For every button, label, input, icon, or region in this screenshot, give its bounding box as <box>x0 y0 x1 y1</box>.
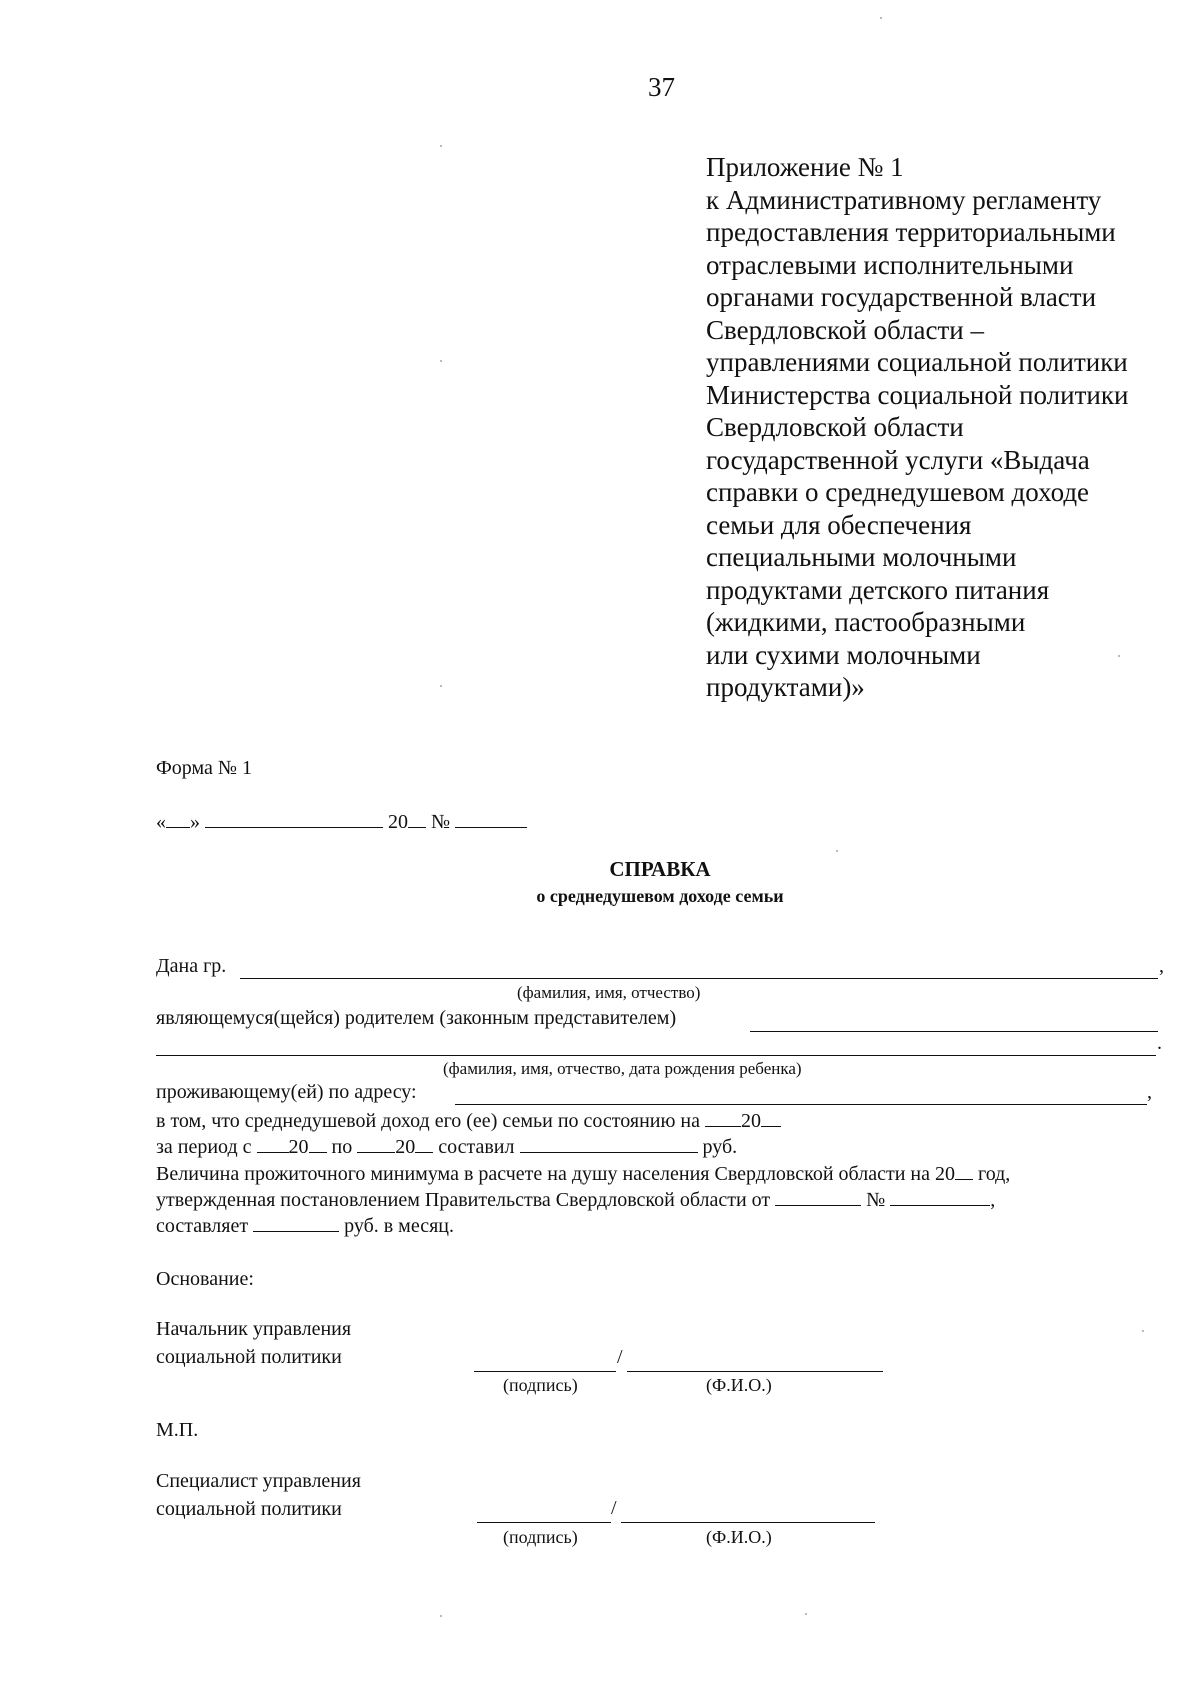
given-to-label: Дана гр. <box>156 955 227 977</box>
appendix-header <box>706 151 1176 704</box>
scan-speck <box>440 145 442 147</box>
comma: , <box>1147 1081 1152 1103</box>
number-sign: № <box>431 811 451 833</box>
decree-date-field[interactable] <box>775 1187 861 1206</box>
given-to-field[interactable] <box>240 978 1158 979</box>
number-field[interactable] <box>455 809 527 828</box>
appendix-line: к Административному регламенту <box>706 184 1102 215</box>
address-field[interactable] <box>455 1104 1147 1105</box>
subsistence-line-3 <box>156 1213 454 1238</box>
document-title: СПРАВКА <box>609 857 711 881</box>
year-field[interactable] <box>408 809 426 828</box>
period-to-label: по <box>331 1136 353 1158</box>
income-line <box>156 1108 781 1133</box>
decree-text: утвержденная постановлением Правительства Свердловской области от <box>156 1189 771 1211</box>
rub-label: руб. <box>702 1136 738 1158</box>
head-title-1: Начальник управления <box>156 1318 352 1340</box>
amount-field[interactable] <box>520 1134 698 1153</box>
period-to-year-field[interactable] <box>415 1134 433 1153</box>
appendix-line: Министерства социальной политики <box>706 379 1129 410</box>
slash: / <box>617 1346 623 1368</box>
period-from-label: за период с <box>156 1136 252 1158</box>
slash: / <box>611 1497 617 1519</box>
signature-hint: (подпись) <box>503 1527 578 1547</box>
scan-speck <box>880 17 882 19</box>
appendix-line: справки о среднедушевом доходе <box>706 477 1090 507</box>
parent-label: являющемуся(щейся) родителем (законным представителем) <box>156 1007 677 1029</box>
appendix-line: органами государственной власти <box>706 282 1097 312</box>
period-line <box>156 1134 737 1159</box>
year-prefix: 20 <box>288 1136 309 1158</box>
decree-number-field[interactable] <box>890 1187 990 1206</box>
amount-label: составляет <box>156 1215 249 1237</box>
subsistence-year-field[interactable] <box>955 1161 973 1180</box>
specialist-signature-field[interactable] <box>477 1522 611 1523</box>
year-prefix: 20 <box>395 1136 416 1158</box>
stamp-label: М.П. <box>156 1419 199 1441</box>
appendix-line: Приложение № 1 <box>706 152 904 182</box>
scan-speck <box>1142 1330 1144 1332</box>
scan-speck <box>1118 655 1120 657</box>
appendix-line: Свердловской области <box>706 412 964 442</box>
head-name-field[interactable] <box>627 1371 883 1372</box>
head-signature-field[interactable] <box>474 1371 616 1372</box>
specialist-title-2: социальной политики <box>156 1498 342 1520</box>
address-label: проживающему(ей) по адресу: <box>156 1081 417 1103</box>
period-from-field[interactable] <box>257 1134 289 1153</box>
year-prefix: 20 <box>741 1110 762 1132</box>
quote-open: « <box>156 811 166 833</box>
child-field[interactable] <box>156 1055 1156 1056</box>
subsistence-amount-field[interactable] <box>253 1213 339 1232</box>
scan-speck <box>836 850 838 852</box>
period-to-field[interactable] <box>357 1134 395 1153</box>
appendix-line: специальными молочными <box>706 542 1017 572</box>
appendix-line: (жидкими, пастообразными <box>706 607 1026 637</box>
hint-child: (фамилия, имя, отчество, дата рождения ребенка) <box>443 1059 802 1078</box>
appendix-line: продуктами)» <box>706 672 865 702</box>
amounted-label: составил <box>438 1136 515 1158</box>
income-year-field[interactable] <box>761 1108 781 1127</box>
year-word: год, <box>977 1163 1011 1185</box>
number-sign: № <box>866 1189 886 1211</box>
day-field[interactable] <box>166 809 190 828</box>
comma: , <box>990 1189 996 1211</box>
basis-label: Основание: <box>156 1268 254 1290</box>
period-end: . <box>1157 1032 1162 1054</box>
name-hint: (Ф.И.О.) <box>706 1527 772 1547</box>
scan-speck <box>805 1613 807 1615</box>
period-from-year-field[interactable] <box>309 1134 327 1153</box>
appendix-line: управлениями социальной политики <box>706 347 1128 377</box>
appendix-line: Свердловской области – <box>706 314 984 345</box>
head-title-2: социальной политики <box>156 1346 342 1368</box>
per-month-label: руб. в месяц. <box>344 1215 454 1237</box>
subsistence-line-2 <box>156 1187 995 1212</box>
appendix-line: или сухими молочными <box>706 639 981 670</box>
hint-fio: (фамилия, имя, отчество) <box>517 983 701 1002</box>
scan-speck <box>440 685 442 687</box>
quote-close: » <box>190 811 200 833</box>
page-number: 37 <box>648 72 675 102</box>
month-field[interactable] <box>205 809 383 828</box>
specialist-title-1: Специалист управления <box>156 1470 361 1492</box>
comma: , <box>1159 955 1164 977</box>
appendix-line: семьи для обеспечения <box>706 509 972 540</box>
name-hint: (Ф.И.О.) <box>706 1375 772 1395</box>
date-number-line <box>156 809 527 834</box>
year-prefix: 20 <box>388 811 408 833</box>
document-subtitle: о среднедушевом доходе семьи <box>536 886 784 906</box>
form-label: Форма № 1 <box>156 757 252 779</box>
appendix-line: отраслевыми исполнительными <box>706 249 1074 280</box>
scan-speck <box>440 1615 442 1617</box>
income-label: в том, что среднедушевой доход его (ее) семьи по состоянию на <box>156 1110 701 1132</box>
signature-hint: (подпись) <box>503 1375 578 1395</box>
subsistence-text: Величина прожиточного минимума в расчете на душу населения Свердловской области на 20 <box>156 1163 955 1185</box>
specialist-name-field[interactable] <box>621 1522 875 1523</box>
scan-speck <box>440 360 442 362</box>
appendix-line: продуктами детского питания <box>706 574 1050 605</box>
subsistence-line-1 <box>156 1161 1010 1186</box>
parent-field[interactable] <box>750 1031 1158 1032</box>
income-date-field[interactable] <box>705 1108 741 1127</box>
appendix-line: предоставления территориальными <box>706 217 1116 247</box>
appendix-line: государственной услуги «Выдача <box>706 444 1090 475</box>
